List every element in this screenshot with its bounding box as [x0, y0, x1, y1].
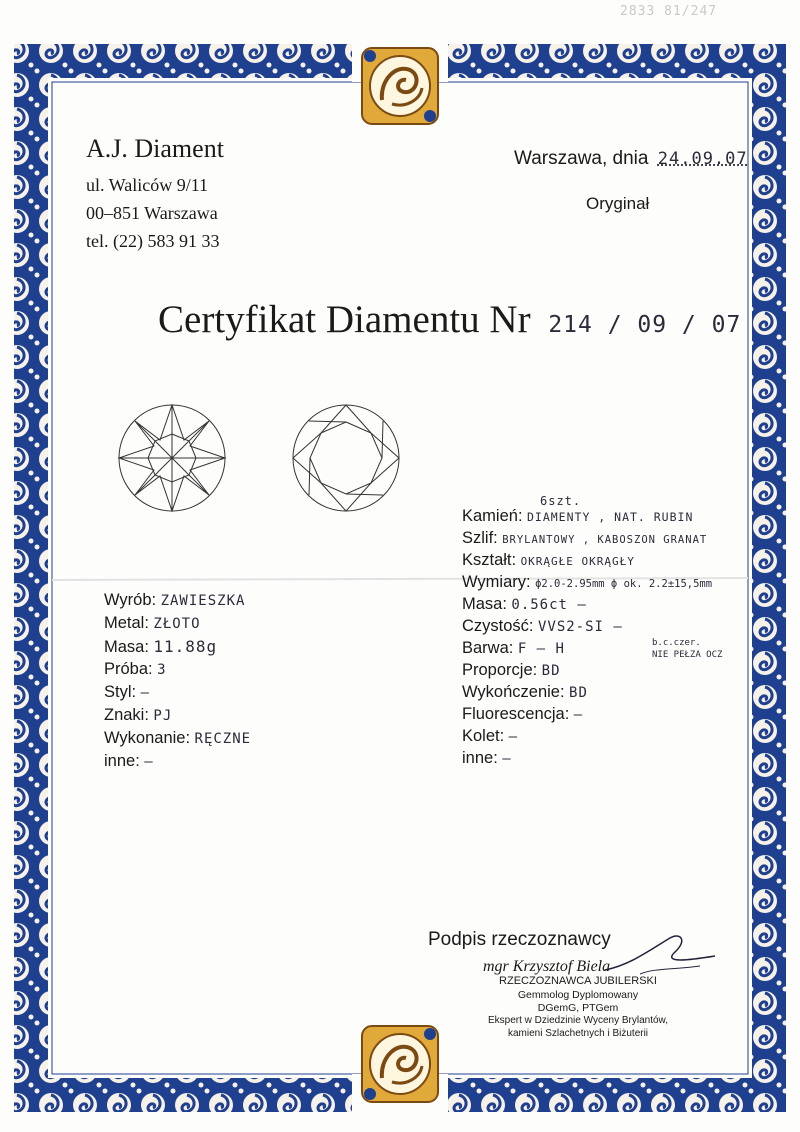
product-row: Metal: ZŁOTO: [104, 614, 201, 632]
issuer-name: A.J. Diament: [86, 134, 224, 163]
signatory-credential-4: kamieni Szlachetnych i Biżuterii: [507, 1028, 649, 1039]
stone-row: inne: –: [462, 749, 512, 767]
product-row: Wykonanie: RĘCZNE: [104, 729, 252, 747]
stone-row: Wymiary: ϕ2.0-2.95mm ϕ ok. 2.2±15,5mm: [462, 573, 713, 591]
product-row: Próba: 3: [104, 660, 167, 678]
issuer-street: ul. Waliców 9/11: [86, 175, 209, 195]
border-right: [752, 44, 786, 1112]
stone-row: Czystość: VVS2-SI –: [462, 617, 623, 635]
product-row: Styl: –: [104, 683, 150, 701]
location-date-line: [514, 148, 748, 170]
border-left: [14, 44, 48, 1112]
signatory-role: RZECZOZNAWCA JUBILERSKI: [499, 975, 657, 987]
signatory-name: mgr Krzysztof Biela: [483, 958, 611, 975]
stone-row: Masa: 0.56ct –: [462, 595, 587, 613]
handwritten-signature: [600, 930, 720, 980]
issue-date: 24.09.07: [657, 149, 748, 169]
stone-row: Wykończenie: BD: [462, 683, 588, 701]
stone-row: Proporcje: BD: [462, 661, 561, 679]
original-label: Oryginał: [586, 194, 650, 213]
bottom-medallion-ornament: [362, 1026, 438, 1102]
certificate-number: 214 / 09 / 07: [548, 312, 742, 338]
certificate-title-line: [158, 297, 741, 342]
product-row: Masa: 11.88g: [104, 637, 218, 656]
stone-row: Kształt: OKRĄGŁE OKRĄGŁY: [462, 551, 635, 569]
top-medallion-ornament: [362, 48, 438, 124]
signature-title: Podpis rzeczoznawcy: [428, 929, 611, 950]
product-row: Znaki: PJ: [104, 706, 173, 724]
stone-row: Kolet: –: [462, 727, 519, 745]
signatory-credential-2: DGemG, PTGem: [537, 1002, 619, 1014]
issuer-phone: tel. (22) 583 91 33: [86, 231, 220, 251]
issuer-city: 00–851 Warszawa: [86, 203, 218, 223]
stone-row: Kamień: DIAMENTY , NAT. RUBIN: [462, 507, 694, 525]
certificate-title: Certyfikat Diamentu Nr: [158, 298, 531, 341]
reference-mark: 2833 81/247: [620, 4, 718, 19]
color-note-1: b.c.czer.: [652, 638, 701, 648]
stone-count-note: 6szt.: [540, 494, 582, 508]
signatory-credential-1: Gemmolog Dyplomowany: [517, 989, 639, 1001]
diamond-crown-diagram: [119, 405, 225, 511]
product-row: Wyrób: ZAWIESZKA: [104, 591, 246, 609]
stone-row: Barwa: F – H: [462, 639, 565, 657]
color-note-2: NIE PEŁZA OCZ: [652, 650, 723, 660]
product-row: inne: —: [104, 752, 154, 770]
signatory-credential-3: Ekspert w Dziedzinie Wyceny Brylantów,: [488, 1015, 668, 1026]
location-prefix: Warszawa, dnia: [514, 148, 649, 169]
stone-row: Fluorescencja: –: [462, 705, 584, 723]
stone-row: Szlif: BRYLANTOWY , KABOSZON GRANAT: [462, 529, 708, 547]
diamond-pavilion-diagram: [293, 405, 399, 511]
